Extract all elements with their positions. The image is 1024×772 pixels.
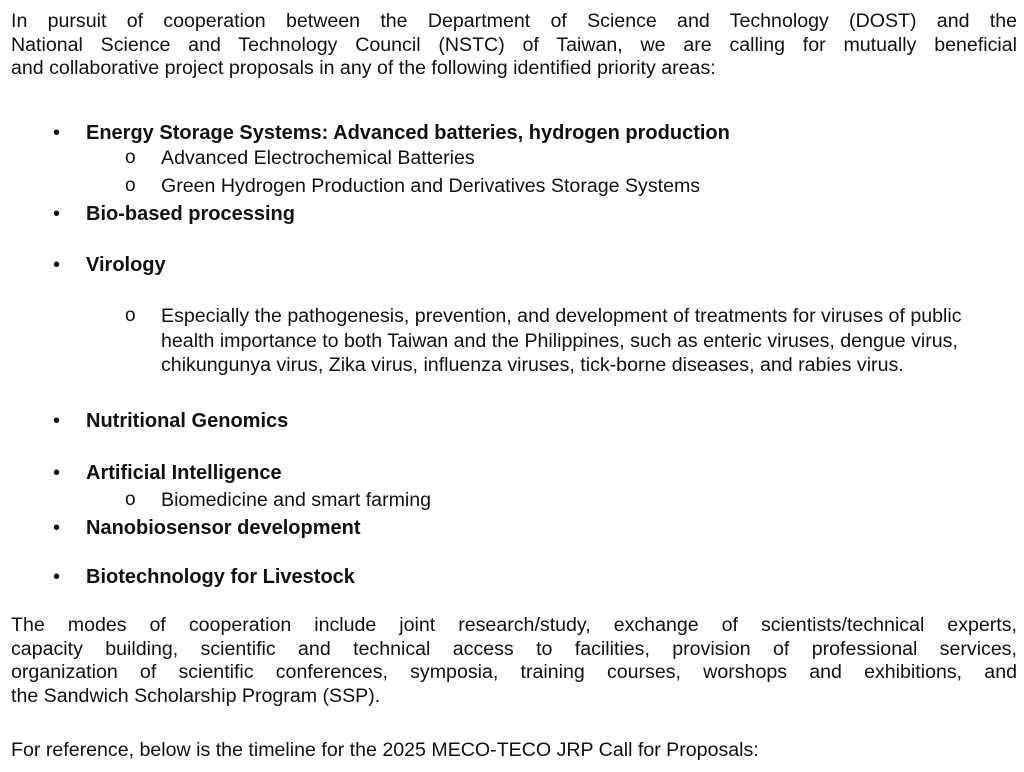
priority-area-label: Biotechnology for Livestock — [86, 566, 355, 588]
priority-subitem-text: Green Hydrogen Production and Derivatives Storage Systems — [161, 175, 701, 197]
priority-subitem-text: Biomedicine and smart farming — [161, 489, 432, 511]
priority-area-label: Nanobiosensor development — [86, 517, 361, 539]
bullet-marker: • — [53, 462, 61, 484]
modes-paragraph — [11, 614, 1017, 708]
priority-area-label: Energy Storage Systems: Advanced batteries, hydrogen production — [86, 122, 730, 144]
modes-line: The modes of cooperation include joint research/study, exchange of scientists/technical experts, — [11, 614, 1017, 636]
intro-line: National Science and Technology Council (NSTC) of Taiwan, we are calling for mutually beneficial — [11, 33, 1017, 56]
bullet-marker: • — [53, 410, 61, 432]
modes-line: capacity building, scientific and technical access to facilities, provision of professional services, — [11, 637, 1017, 660]
sub-bullet-marker: o — [125, 147, 136, 168]
bullet-marker: • — [53, 203, 61, 225]
sub-bullet-marker: o — [125, 489, 136, 510]
modes-line: organization of scientific conferences, symposia, training courses, worshops and exhibitions, and — [11, 661, 1017, 683]
bullet-marker: • — [53, 517, 61, 539]
priority-area-label: Bio-based processing — [86, 203, 295, 225]
intro-paragraph — [11, 10, 1017, 81]
sub-bullet-marker: o — [125, 305, 136, 326]
priority-subitem-text: Advanced Electrochemical Batteries — [161, 147, 475, 169]
reference-line: For reference, below is the timeline for the 2025 MECO-TECO JRP Call for Proposals: — [11, 739, 759, 761]
bullet-marker: • — [53, 122, 61, 144]
priority-area-label: Virology — [86, 254, 166, 276]
intro-line: and collaborative project proposals in any of the following identified priority areas: — [11, 57, 716, 79]
priority-subitem-text: Especially the pathogenesis, prevention, and development of treatments for viruses of public health importance to both Taiwan and the Philippines, such as enteric viruses, dengue virus, chikungunya virus, Zika virus, influenza viruses, tick-borne diseases, and rabies virus. — [161, 305, 962, 376]
bullet-marker: • — [53, 254, 61, 276]
modes-line: the Sandwich Scholarship Program (SSP). — [11, 684, 381, 707]
bullet-marker: • — [53, 566, 61, 588]
priority-area-label: Artificial Intelligence — [86, 462, 282, 484]
priority-area-label: Nutritional Genomics — [86, 410, 289, 432]
reference-paragraph — [11, 739, 1017, 763]
sub-bullet-marker: o — [125, 175, 136, 196]
intro-line: In pursuit of cooperation between the Department of Science and Technology (DOST) and the — [11, 10, 1017, 32]
